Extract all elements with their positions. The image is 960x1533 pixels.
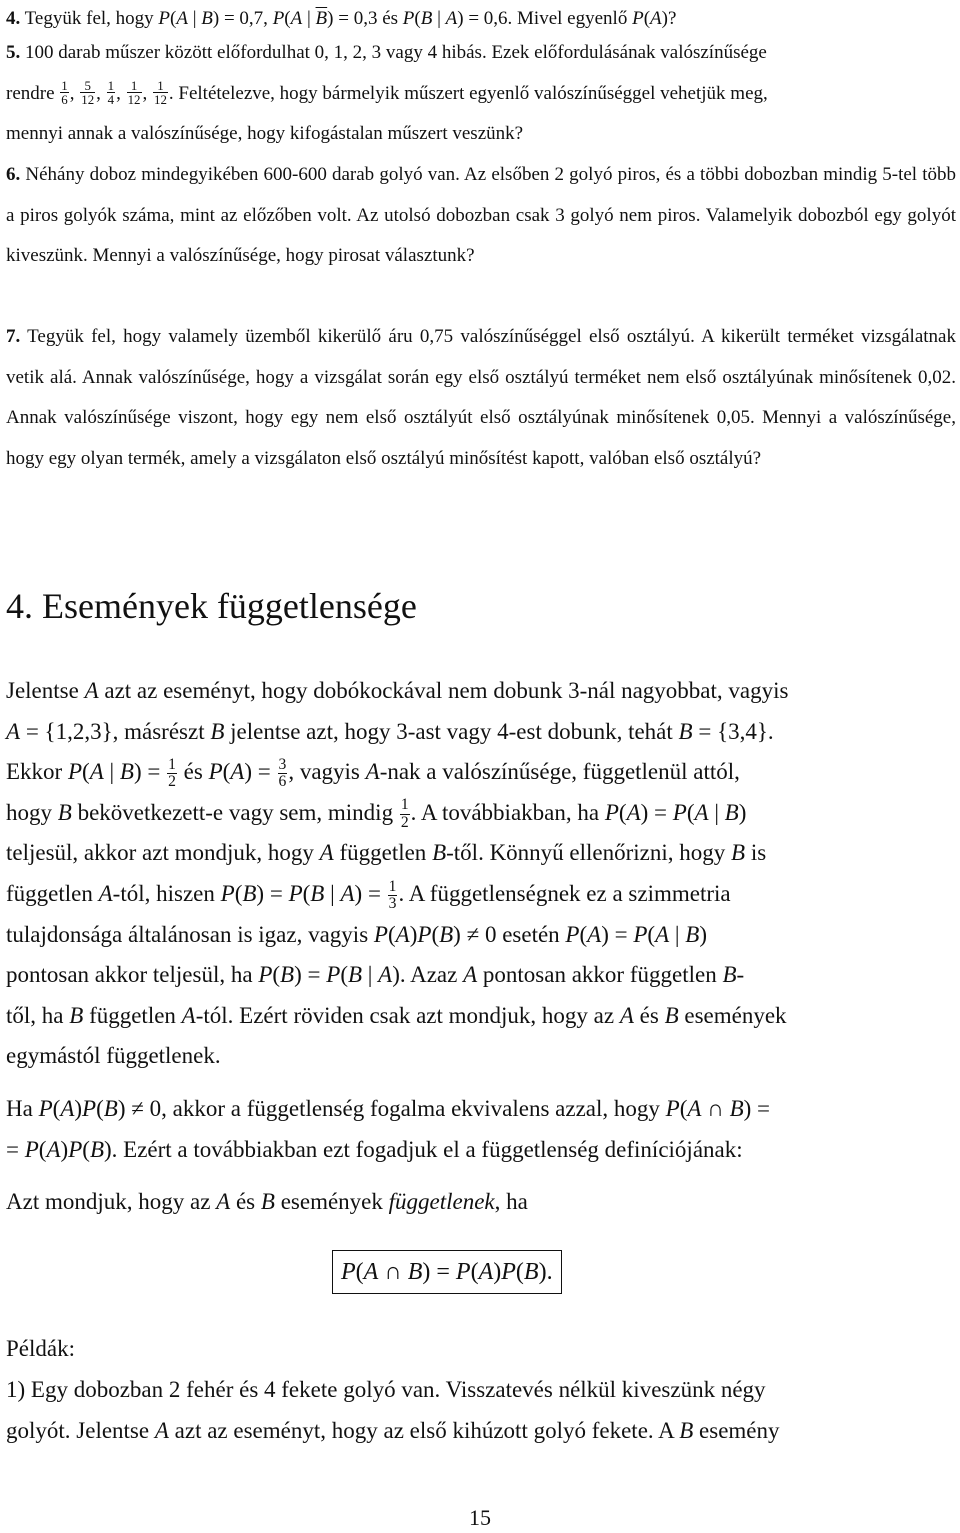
fraction-1-12: $\frac{1}{12}$ [127,77,141,108]
fraction-5-12: $\frac{5}{12}$ [81,77,95,108]
problem-5-line1: 100 darab műszer között előfordulhat 0, 1, 2, 3 vagy 4 hibás. Ezek előfordulásának valószínűsége [25,42,767,63]
problem-7 [6,317,956,479]
page-number: 15 [469,1505,491,1530]
problem-5: 5. 100 darab műszer között előfordulhat 0, 1, 2, 3 vagy 4 hibás. Ezek előfordulásának valószínűsége rendre $\frac{1}{6}$ , $\frac{5}{12}$ , $\frac{1}{4}$ , $\frac{1}{12}$ , $\frac{1}{12}$ . Feltételezve, hogy bármelyik műszert egyenlő valószínűséggel vehetjük meg, mennyi annak a valószínűsége, hogy kifogástalan műszert veszünk? [6,33,956,155]
example-1-line: golyót. Jelentse A azt az eseményt, hogy az első kihúzott golyó fekete. A B esemény [6,1417,780,1443]
boxed-formula: P(A ∩ B) = P(A)P(B). [332,1250,562,1294]
problem-6-text: Néhány doboz mindegyikében 600-600 darab golyó van. Az elsőben 2 golyó piros, és a többi dobozban mindig 5-tel több a piros golyók száma, mint az előzőben volt. Az utolsó dobozban csak 3 golyó nem piros. Valamelyik dobozból egy golyót kiveszünk. Mennyi a valószínűsége, hogy pirosat választunk? [6,164,957,266]
definition-line: Azt mondjuk, hogy az A és B események függetlenek, ha [6,1189,528,1214]
problem-number: 6. [6,164,21,185]
problem-number: 4. [6,8,21,29]
fraction-1-12-b: $\frac{1}{12}$ [154,77,167,108]
para1-line: teljesül, akkor azt mondjuk, hogy A független B-től. Könnyű ellenőrizni, hogy B is [6,840,767,866]
paragraph-2 [6,1089,956,1170]
problem-6 [6,155,956,277]
problem-number: 5. [6,42,21,63]
para1-line: től, ha B független A-tól. Ezért röviden csak azt mondjuk, hogy az A és B események [6,1002,787,1028]
para1-line: hogy B bekövetkezett-e vagy sem, mindig $\frac{1}{2}$ . A továbbiakban, ha P(A) = P(A | B) [6,796,747,831]
example-1-line: 1) Egy dobozban 2 fehér és 4 fekete golyó van. Visszatevés nélkül kiveszünk négy [6,1377,766,1402]
problem-5-rest: . Feltételezve, hogy bármelyik műszert egyenlő valószínűséggel vehetjük meg, [168,82,768,104]
example-1 [6,1370,956,1451]
fraction-1-4: $\frac{1}{4}$ [107,77,115,108]
para1-line: Ekkor P(A | B) = $\frac{1}{2}$ és P(A) = $\frac{3}{6}$ , vagyis A-nak a valószínűsége, függetlenül attól, [6,755,740,791]
para1-line: egymástól függetlenek. [6,1043,221,1069]
examples-label: Példák: [6,1336,75,1361]
problem-7-text: Tegyük fel, hogy valamely üzemből kikerülő áru 0,75 valószínűséggel első osztályú. A kikerült terméket vizsgálatnak vetik alá. Annak valószínűsége, hogy a vizsgálat során egy első osztályú terméket nem első osztályúnak minősítenek 0,02. Annak valószínűsége viszont, hogy egy nem első osztályút első osztályúnak minősítenek 0,05. Mennyi a valószínűsége, hogy egy olyan termék, amely a vizsgálaton első osztályú minősítést kapott, valóban első osztályú? [6,326,956,469]
para2-line: Ha P(A)P(B) ≠ 0, akkor a függetlenség fogalma ekvivalens azzal, hogy P(A ∩ B) = [6,1096,771,1121]
para1-line: Jelentse A azt az eseményt, hogy dobókockával nem dobunk 3-nál nagyobbat, vagyis [6,678,789,703]
problem-number: 7. [6,326,21,347]
problem-5-line3: mennyi annak a valószínűsége, hogy kifogástalan műszert veszünk? [6,123,524,144]
para1-line: pontosan akkor teljesül, ha P(B) = P(B | A). Azaz A pontosan akkor független B- [6,962,745,988]
section-title: 4. Események függetlensége [6,586,417,626]
problem-4: 4. Tegyük fel, hogy P(A | B) = 0,7, P(A | $\overline{B}) = 0,3$ és P(B | A) = 0,6. Mivel egyenlő P(A)? [6,8,677,29]
rendre-word: rendre [6,82,55,104]
para1-line: tulajdonsága általánosan is igaz, vagyis P(A)P(B) ≠ 0 esetén P(A) = P(A | B) [6,921,707,947]
paragraph-1 [6,671,956,1077]
para1-line: független A-tól, hiszen P(B) = P(B | A) = $\frac{1}{3}$ . A függetlenségnek ez a szimmetria [6,877,731,912]
para1-line: A = {1,2,3}, másrészt B jelentse azt, hogy 3-ast vagy 4-est dobunk, tehát B = {3,4}. [6,718,774,744]
fraction-1-6: $\frac{1}{6}$ [61,77,68,108]
para2-line: = P(A)P(B). Ezért a továbbiakban ezt fogadjuk el a függetlenség definíciójának: [6,1136,743,1162]
